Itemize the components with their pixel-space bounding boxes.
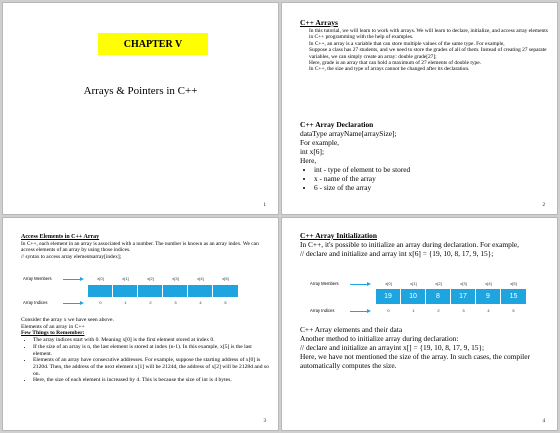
- slide-4-notes: [300, 325, 550, 370]
- array-value: 15: [501, 289, 526, 304]
- decl-line: For example,: [300, 138, 339, 147]
- members-label: Array Members: [310, 281, 339, 286]
- indices-row: [376, 306, 526, 315]
- decl-line: int x[6];: [300, 147, 325, 156]
- page-number: 2: [542, 203, 545, 208]
- list-item: • x - name of the array: [314, 174, 550, 183]
- array-diagram: [300, 278, 550, 318]
- array-index: 5: [512, 308, 515, 313]
- array-cell: [213, 285, 238, 297]
- array-diagram: [21, 272, 266, 310]
- array-index: 4: [487, 308, 490, 313]
- declaration-section: [300, 120, 550, 192]
- list-item: • 6 - size of the array: [314, 183, 550, 192]
- arrow-icon: [63, 279, 81, 280]
- array-boxes: [88, 285, 238, 297]
- slide-4[interactable]: [281, 217, 558, 431]
- arrow-icon: [350, 284, 368, 285]
- text-line: Elements of an array in C++: [21, 323, 85, 330]
- slide-1[interactable]: [2, 2, 279, 215]
- slide-1-title: Arrays & Pointers in C++: [83, 85, 198, 97]
- array-value: 10: [401, 289, 426, 304]
- array-index: 0: [387, 308, 390, 313]
- text-line: Consider the array x we have seen above.: [21, 317, 114, 323]
- array-index: 3: [462, 308, 465, 313]
- array-index: 5: [224, 300, 227, 305]
- slide-3-intro: [21, 234, 266, 260]
- intro-line: Here, grade is an array that can hold a maximum of 27 elements of double type.: [309, 60, 481, 67]
- array-member: x[3]: [172, 276, 179, 281]
- indices-row: [88, 298, 238, 307]
- indices-label: Array Indices: [23, 300, 48, 305]
- array-cell: [138, 285, 163, 297]
- arrow-icon: [350, 311, 368, 312]
- array-index: 3: [174, 300, 177, 305]
- array-cell: [163, 285, 188, 297]
- members-row: [376, 279, 526, 288]
- intro-line: In C++, the size and type of arrays cannot be changed after its declaration.: [309, 66, 470, 73]
- array-values: [376, 289, 526, 304]
- array-index: 2: [437, 308, 440, 313]
- arrow-icon: [63, 303, 81, 304]
- decl-line: dataType arrayName[arraySize];: [300, 129, 397, 138]
- array-value: 19: [376, 289, 401, 304]
- array-member: x[4]: [197, 276, 204, 281]
- array-index: 1: [412, 308, 415, 313]
- array-member: x[3]: [460, 281, 467, 286]
- text-line: // syntax to access array elementsarray[index];: [21, 253, 122, 260]
- list-item: • int - type of element to be stored: [314, 165, 550, 174]
- decl-bullets: [300, 165, 550, 192]
- text-line: Another method to initialize array during declaration:: [300, 334, 459, 343]
- list-item: • If the size of an array is n, the last element is stored at index (n-1). In this example, x[5] is the last element.: [33, 344, 269, 357]
- array-member: x[1]: [410, 281, 417, 286]
- array-cell: [113, 285, 138, 297]
- array-index: 0: [99, 300, 102, 305]
- array-cell: [188, 285, 213, 297]
- text-line: Here, we have not mentioned the size of the array. In such cases, the compiler automatically computes the size.: [300, 352, 530, 370]
- text-line: // declare and initialize an arrayint x[] = {19, 10, 8, 17, 9, 15};: [300, 343, 485, 352]
- array-value: 9: [476, 289, 501, 304]
- text-line: C++ Array elements and their data: [300, 325, 403, 334]
- array-index: 2: [149, 300, 152, 305]
- array-member: x[0]: [97, 276, 104, 281]
- declaration-heading: C++ Array Declaration: [300, 120, 374, 129]
- array-value: 17: [451, 289, 476, 304]
- intro-line: In C++, an array is a variable that can store multiple values of the same type. For example,: [309, 40, 505, 47]
- array-index: 4: [199, 300, 202, 305]
- remember-bullets: [21, 337, 269, 384]
- slide-3-notes: [21, 317, 269, 384]
- intro-line: Suppose a class has 27 students, and we need to store the grades of all of them. Instead of creating 27 separate variables, we can simply create an array: double grade[27];: [309, 47, 547, 60]
- array-member: x[5]: [510, 281, 517, 286]
- list-item: • Elements of an array have consecutive addresses. For example, suppose the starting address of x[0] is 2120d. Then, the address of the next element x[1] will be 2124d, the address of x[2] will be 2128d and so on.: [33, 357, 269, 377]
- page-number: 4: [542, 419, 545, 424]
- array-member: x[5]: [222, 276, 229, 281]
- text-line: In C++, it's possible to initialize an array during declaration. For example,: [300, 240, 520, 249]
- array-member: x[4]: [485, 281, 492, 286]
- members-label: Array Members: [23, 276, 52, 281]
- text-line: // declare and initialize and array int x[6] = {19, 10, 8, 17, 9, 15};: [300, 249, 494, 258]
- list-item: • Here, the size of each element is increased by 4. This is because the size of int is 4 bytes.: [33, 377, 269, 384]
- list-item: • The array indices start with 0. Meaning x[0] is the first element stored at index 0.: [33, 337, 269, 344]
- slide-4-intro: [300, 231, 550, 258]
- intro-line: In this tutorial, we will learn to work with arrays. We will learn to declare, initialize, and access array elements in C++ programming with the help of examples.: [309, 28, 548, 41]
- slide-4-heading: C++ Array Initialization: [300, 231, 377, 240]
- array-index: 1: [124, 300, 127, 305]
- slide-2[interactable]: [281, 2, 558, 215]
- slide-3-heading: Access Elements in C++ Array: [21, 234, 100, 240]
- array-member: x[1]: [122, 276, 129, 281]
- array-member: x[2]: [435, 281, 442, 286]
- page-number: 1: [263, 203, 266, 208]
- chapter-label: CHAPTER V: [98, 33, 208, 55]
- members-row: [88, 274, 238, 283]
- decl-line: Here,: [300, 156, 317, 165]
- array-member: x[0]: [385, 281, 392, 286]
- text-line: In C++, each element in an array is associated with a number. The number is known as an array index. We can access elements of an array by using those indices.: [21, 240, 259, 254]
- slide-2-intro: [309, 28, 549, 73]
- page-number: 3: [263, 419, 266, 424]
- slide-2-heading: C++ Arrays: [300, 18, 338, 27]
- array-cell: [88, 285, 113, 297]
- remember-heading: Few Things to Remember:: [21, 330, 85, 337]
- array-member: x[2]: [147, 276, 154, 281]
- slide-3[interactable]: [2, 217, 279, 431]
- indices-label: Array Indices: [310, 308, 335, 313]
- array-value: 8: [426, 289, 451, 304]
